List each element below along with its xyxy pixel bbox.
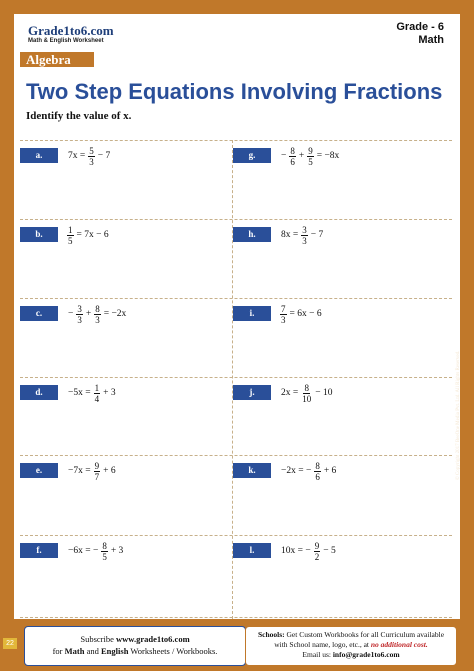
numerator: 9	[314, 540, 320, 551]
equation-part: = 7x − 6	[76, 230, 109, 240]
equation-part: +	[298, 151, 305, 161]
equation-part: − 5	[323, 546, 336, 556]
row-divider	[20, 377, 452, 378]
equation-part: + 3	[103, 388, 116, 398]
equation	[279, 536, 338, 566]
fraction	[314, 541, 321, 562]
footer-english: English	[101, 646, 129, 656]
numerator: 8	[304, 382, 309, 393]
denominator: 10	[302, 393, 312, 404]
equation-part: = −8x	[316, 151, 340, 161]
schools-text: Get Custom Workbooks for all Curriculum available	[284, 630, 445, 639]
fraction	[289, 146, 296, 167]
equation-part: + 6	[103, 466, 116, 476]
denominator: 3	[95, 314, 100, 325]
equation-part: − 10	[315, 388, 333, 398]
subject-line: Math	[418, 34, 444, 46]
denominator: 5	[68, 235, 73, 246]
problem-label: c.	[20, 306, 58, 321]
row-divider	[20, 219, 452, 220]
equation-part: −6x = −	[68, 546, 99, 556]
denominator: 4	[94, 393, 100, 404]
denominator: 6	[315, 471, 320, 482]
denominator: 6	[290, 156, 295, 167]
equation	[279, 456, 338, 486]
denominator: 7	[94, 471, 100, 482]
problem-label: f.	[20, 543, 58, 558]
numerator: 5	[89, 145, 94, 156]
equation-part: 2x =	[281, 388, 299, 398]
equation	[66, 536, 125, 566]
denominator: 2	[314, 551, 320, 562]
numerator: 1	[68, 224, 73, 235]
denominator: 3	[89, 156, 94, 167]
fraction	[67, 225, 74, 246]
equation-part: −2x = −	[281, 466, 312, 476]
equation	[66, 299, 128, 329]
equation-part: +	[85, 309, 92, 319]
schools-label: Schools:	[257, 630, 285, 639]
email-link[interactable]: info@grade1to6.com	[332, 650, 400, 659]
denominator: 5	[308, 156, 313, 167]
problem-label: g.	[233, 148, 271, 163]
numerator: 3	[302, 224, 307, 235]
problem-label: d.	[20, 385, 58, 400]
equation-part: 10x = −	[281, 546, 311, 556]
denominator: 3	[281, 314, 286, 325]
grade-line: Grade - 6	[396, 21, 444, 33]
brand-subtitle: Math & English Worksheet	[28, 38, 104, 44]
instruction: Identify the value of x.	[26, 110, 132, 122]
denominator: 5	[102, 551, 107, 562]
problem-label: l.	[233, 543, 271, 558]
equation-part: 8x =	[281, 230, 299, 240]
email-label: Email us:	[302, 650, 333, 659]
equation-part: −5x =	[68, 388, 91, 398]
numerator: 9	[308, 145, 313, 156]
website-link[interactable]: www.grade1to6.com	[116, 634, 190, 644]
fraction	[101, 541, 108, 562]
numerator: 8	[290, 145, 295, 156]
fraction	[94, 383, 101, 404]
denominator: 3	[302, 235, 307, 246]
fraction	[76, 304, 83, 325]
problem-label: j.	[233, 385, 271, 400]
numerator: 8	[315, 460, 320, 471]
equation-part: = 6x − 6	[289, 309, 322, 319]
numerator: 8	[102, 540, 107, 551]
subscribe-text: Subscribe	[80, 634, 116, 644]
equation-part: −7x =	[68, 466, 91, 476]
equation	[66, 378, 118, 408]
fraction	[94, 304, 101, 325]
equation-part: + 6	[323, 466, 337, 476]
equation-part: 7x =	[68, 151, 86, 161]
problem-label: b.	[20, 227, 58, 242]
fraction	[88, 146, 95, 167]
equation-part: −	[68, 309, 74, 319]
row-divider	[20, 535, 452, 536]
equation	[66, 141, 112, 171]
numerator: 1	[94, 382, 100, 393]
row-divider	[20, 455, 452, 456]
divider	[20, 617, 452, 618]
fraction	[280, 304, 287, 325]
equation	[279, 378, 334, 408]
equation	[279, 141, 341, 171]
equation-part: = −2x	[103, 309, 127, 319]
grade-label	[396, 21, 444, 47]
numerator: 3	[77, 303, 82, 314]
problem-label: i.	[233, 306, 271, 321]
numerator: 8	[95, 303, 100, 314]
equation	[279, 299, 324, 329]
footer-text: and	[84, 646, 102, 656]
problem-label: k.	[233, 463, 271, 478]
subscribe-box[interactable]	[24, 626, 246, 666]
fraction	[314, 461, 321, 482]
numerator: 9	[94, 460, 100, 471]
footer-text: Worksheets / Workbooks.	[128, 646, 218, 656]
topic-badge: Algebra	[20, 52, 94, 67]
equation	[66, 220, 111, 250]
equation-part: − 7	[310, 230, 324, 240]
schools-box	[245, 626, 457, 666]
page-title: Two Step Equations Involving Fractions	[26, 79, 443, 104]
problem-label: e.	[20, 463, 58, 478]
row-divider	[20, 298, 452, 299]
copyright-text: © Copyright 2017 BeeOne Media Pvt. Ltd. All Rights Reserved.	[456, 350, 461, 480]
equation-part: −	[281, 151, 287, 161]
fraction	[301, 225, 308, 246]
equation	[279, 220, 325, 250]
schools-text: with School name, logo, etc., at	[274, 640, 371, 649]
fraction	[307, 146, 314, 167]
brand-logo: Grade1to6.com	[28, 23, 114, 38]
footer-text: for	[52, 646, 65, 656]
fraction	[301, 383, 312, 404]
equation-part: − 7	[97, 151, 111, 161]
page-number: 22	[3, 638, 17, 649]
fraction	[94, 461, 101, 482]
equation	[66, 456, 118, 486]
numerator: 7	[281, 303, 286, 314]
problem-label: h.	[233, 227, 271, 242]
problem-label: a.	[20, 148, 58, 163]
denominator: 3	[77, 314, 82, 325]
no-cost-text: no additional cost.	[370, 640, 428, 649]
footer-math: Math	[64, 646, 85, 656]
equation-part: + 3	[110, 546, 124, 556]
